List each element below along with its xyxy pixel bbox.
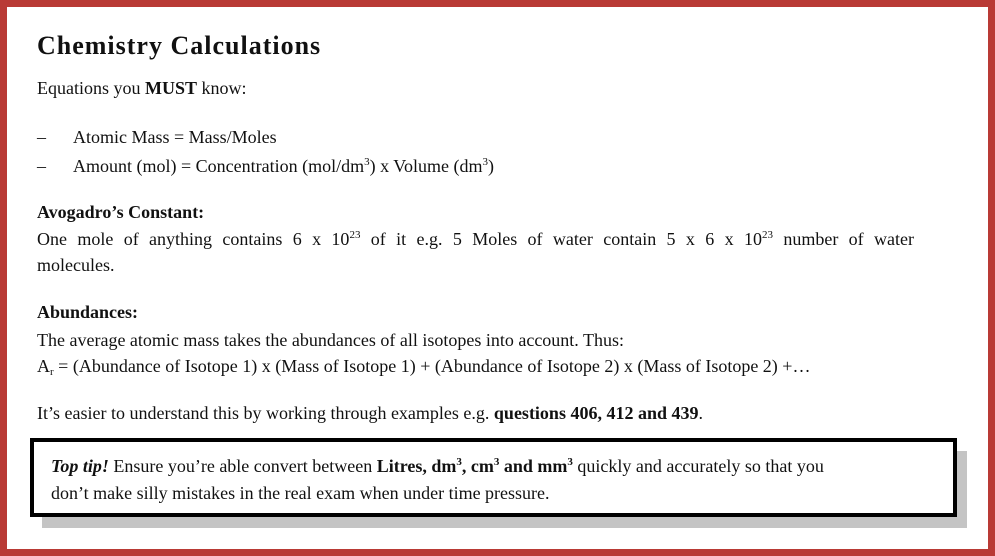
amount-equation-part3: ) (487, 156, 494, 176)
avogadro-text-line1 (37, 226, 914, 252)
units-a: Litres, dm (376, 456, 457, 476)
avogadro-text-line2: molecules. (37, 255, 115, 275)
examples-note (37, 400, 703, 426)
intro-prefix: Equations you (37, 78, 145, 98)
intro-emphasis: MUST (145, 78, 198, 98)
tip-line2: don’t make silly mistakes in the real exam when under time pressure. (51, 483, 550, 503)
tip-label: Top tip! (51, 456, 109, 476)
amount-equation (73, 156, 494, 177)
units-b: , cm (461, 456, 494, 476)
avogadro-text-part1: One mole of anything contains 6 x 10 (37, 229, 350, 249)
superscript: 3 (567, 456, 573, 468)
tip-text2: quickly and accurately so that you (572, 456, 824, 476)
examples-note-prefix: It’s easier to understand this by working through examples e.g. (37, 403, 494, 423)
amount-equation-part2: ) x Volume (dm (369, 156, 483, 176)
superscript: 23 (349, 229, 361, 241)
page-title: Chemistry Calculations (37, 31, 322, 60)
abundance-formula (37, 353, 810, 379)
avogadro-text-part2: of it e.g. 5 Moles of water contain 5 x 6 x 10 (360, 229, 762, 249)
examples-note-suffix: . (698, 403, 703, 423)
formula-symbol: A (37, 356, 50, 376)
atomic-mass-equation: Atomic Mass = Mass/Moles (73, 127, 277, 147)
unit-list (377, 456, 573, 476)
superscript: 23 (761, 229, 773, 241)
superscript: 3 (456, 456, 462, 468)
superscript: 3 (493, 456, 500, 468)
formula-expression: = (Abundance of Isotope 1) x (Mass of Isotope 1) + (Abundance of Isotope 2) x (Mass of Isotope 2) +… (53, 356, 811, 376)
top-tip-box (30, 438, 957, 517)
amount-equation-part1: Amount (mol) = Concentration (mol/dm (73, 156, 365, 176)
abundances-text: The average atomic mass takes the abundances of all isotopes into account. Thus: (37, 330, 624, 350)
avogadro-text-part3: number of water (772, 229, 914, 249)
superscript: 3 (364, 156, 370, 168)
intro-line (37, 78, 247, 99)
tip-line1 (51, 456, 824, 477)
avogadro-heading: Avogadro’s Constant: (37, 202, 205, 222)
bullet-dash: – (37, 127, 46, 147)
subscript: r (50, 366, 54, 378)
units-c: and mm (499, 456, 568, 476)
tip-text1: Ensure you’re able convert between (108, 456, 377, 476)
question-references: questions 406, 412 and 439 (493, 403, 699, 423)
superscript: 3 (482, 156, 488, 168)
intro-suffix: know: (197, 78, 247, 98)
bullet-dash: – (37, 156, 46, 176)
abundances-heading: Abundances: (37, 302, 139, 322)
